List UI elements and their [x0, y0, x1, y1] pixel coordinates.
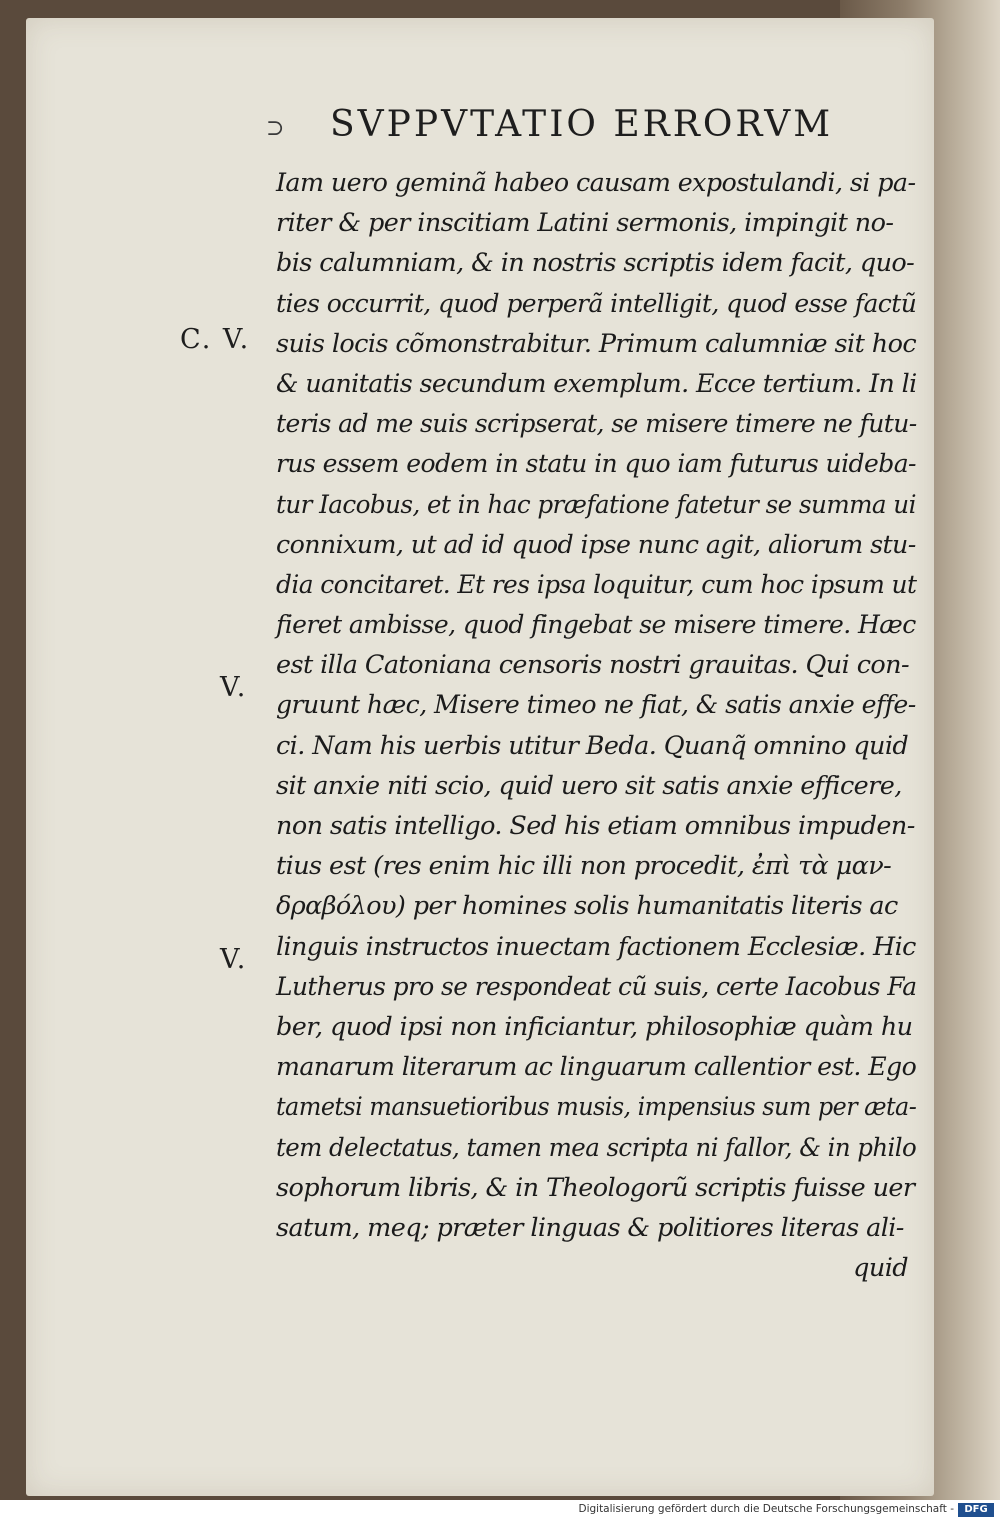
text-line: linguis instructos inuectam factionem Ecclesiæ. Hic: [276, 931, 916, 962]
text-line: connixum, ut ad id quod ipse nunc agit, aliorum stu-: [276, 529, 916, 560]
text-line: gruunt hæc, Misere timeo ne fiat, & satis anxie effe-: [276, 690, 916, 721]
text-line: tius est (res enim hic illi non procedit, ἐπὶ τὰ μαν-: [276, 851, 892, 882]
text-line: rus essem eodem in statu in quo iam futurus uideba-: [276, 449, 916, 480]
body-text: [276, 163, 916, 1288]
footer-bar: [0, 1500, 1000, 1520]
text-line: ber, quod ipsi non inficiantur, philosophiæ quàm hu: [276, 1011, 913, 1042]
text-line: ci. Nam his uerbis utitur Beda. Quanq̃ omnino quid: [276, 730, 909, 761]
text-line: est illa Catoniana censoris nostri grauitas. Qui con-: [276, 650, 909, 681]
text-line: suis locis cõmonstrabitur. Primum calumniæ sit hoc: [276, 328, 916, 359]
margin-note-cv: C. V.: [180, 324, 251, 355]
text-line: δραβόλου) per homines solis humanitatis literis ac: [276, 891, 898, 922]
text-line: fieret ambisse, quod fingebat se misere timere. Hæc: [276, 610, 916, 641]
margin-note-v-2: V.: [220, 944, 248, 975]
text-line: ties occurrit, quod perperã intelligit, quod esse factũ: [276, 288, 917, 319]
text-line: Lutherus pro se respondeat cũ suis, certe Iacobus Fa: [276, 971, 917, 1002]
text-line: Iam uero geminã habeo causam expostulandi, si pa-: [276, 168, 916, 198]
running-head: [0, 98, 1000, 160]
text-line: dia concitaret. Et res ipsa loquitur, cum hoc ipsum ut: [276, 569, 917, 600]
text-line: tametsi mansuetioribus musis, impensius sum per æta-: [276, 1092, 917, 1123]
text-line: tur Iacobus, et in hac præfatione fatetur se summa ui: [276, 489, 916, 520]
dfg-logo: DFG: [958, 1503, 994, 1517]
page-mark: ⊃: [266, 116, 285, 141]
catchword: quid: [853, 1253, 908, 1284]
text-line: sit anxie niti scio, quid uero sit satis anxie efficere,: [276, 770, 902, 801]
text-line: riter & per inscitiam Latini sermonis, impingit no-: [276, 208, 894, 239]
text-line: & uanitatis secundum exemplum. Ecce tertium. In li: [276, 368, 917, 399]
text-line: sophorum libris, & in Theologorũ scriptis fuisse uer: [276, 1172, 915, 1203]
text-line: tem delectatus, tamen mea scripta ni fallor, & in philo: [276, 1132, 917, 1163]
text-line: satum, meq; præter linguas & politiores literas ali-: [276, 1212, 904, 1243]
text-line: non satis intelligo. Sed his etiam omnibus impuden-: [276, 811, 915, 841]
funding-credit: Digitalisierung gefördert durch die Deutsche Forschungsgemeinschaft -: [578, 1503, 954, 1515]
text-line: manarum literarum ac linguarum callentior est. Ego: [276, 1052, 917, 1083]
running-head-title: SVPPVTATIO ERRORVM: [330, 104, 834, 145]
text-line: teris ad me suis scripserat, se misere timere ne futu-: [276, 409, 917, 440]
text-line: bis calumniam, & in nostris scriptis idem facit, quo-: [276, 248, 915, 279]
margin-note-v-1: V.: [220, 672, 248, 703]
